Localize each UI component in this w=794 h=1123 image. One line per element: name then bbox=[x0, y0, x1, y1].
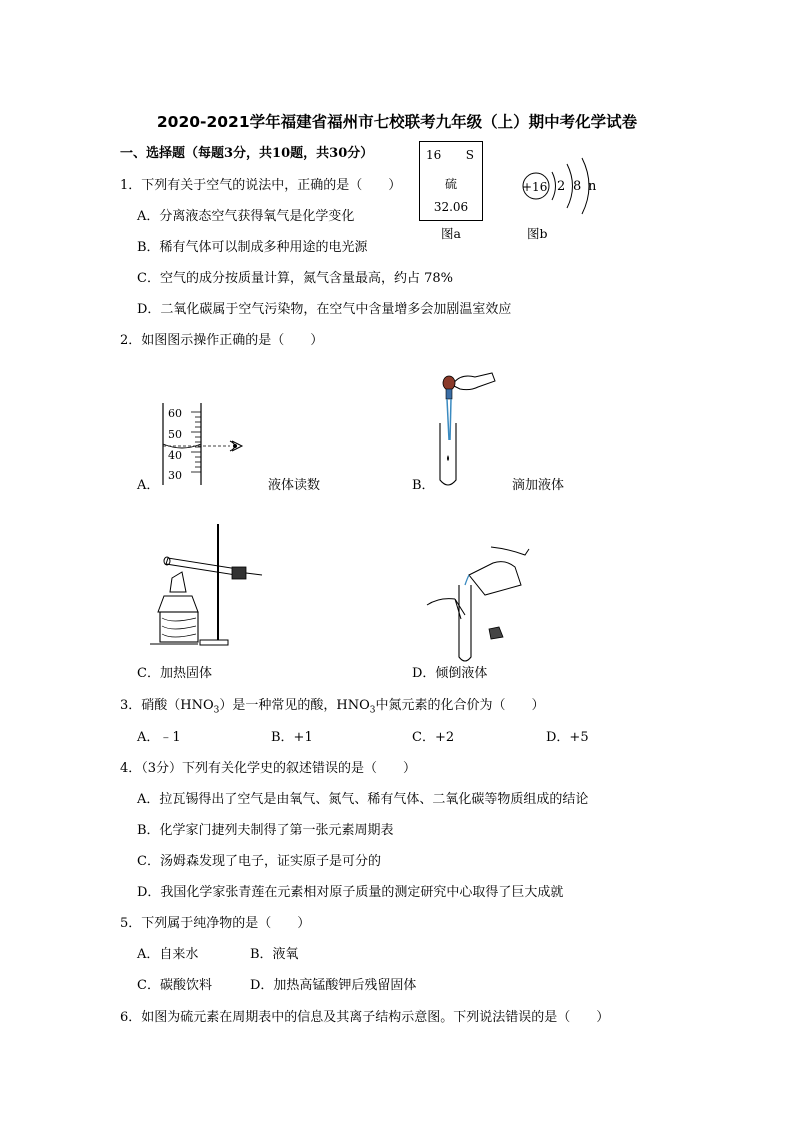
caption-figure-a: 图a bbox=[441, 226, 461, 241]
cylinder-tick-40: 40 bbox=[168, 449, 182, 462]
cylinder-tick-60: 60 bbox=[168, 407, 182, 420]
element-number: 16 bbox=[426, 148, 442, 162]
element-card bbox=[419, 141, 483, 221]
heating-solid-figure bbox=[150, 522, 270, 652]
page-title: 2020-2021学年福建省福州市七校联考九年级（上）期中考化学试卷 bbox=[156, 113, 638, 131]
question-3-option-a: A．﹣1 bbox=[137, 730, 181, 745]
question-1-option-a: A．分离液态空气获得氧气是化学变化 bbox=[137, 209, 355, 224]
cylinder-tick-50: 50 bbox=[168, 428, 182, 441]
question-3-option-d: D．+5 bbox=[546, 730, 589, 745]
question-1-stem: 1．下列有关于空气的说法中，正确的是（ ） bbox=[120, 178, 402, 193]
option-a-caption: 液体读数 bbox=[268, 478, 321, 493]
question-2-stem: 2．如图图示操作正确的是（ ） bbox=[120, 333, 324, 348]
question-3-stem bbox=[120, 698, 545, 719]
question-3-option-c: C．+2 bbox=[412, 730, 455, 745]
question-1-option-b: B．稀有气体可以制成多种用途的电光源 bbox=[137, 240, 368, 255]
q3-stem-part2: ）是一种常见的酸，HNO bbox=[219, 698, 370, 713]
ion-nucleus-charge: +16 bbox=[522, 180, 548, 194]
question-6-stem: 6．如图为硫元素在周期表中的信息及其离子结构示意图。下列说法错误的是（ ） bbox=[120, 1010, 610, 1025]
q3-stem-part3: 中氮元素的化合价为（ ） bbox=[375, 698, 545, 713]
dropper-figure bbox=[430, 365, 500, 495]
question-4-option-c: C．汤姆森发现了电子，证实原子是可分的 bbox=[137, 854, 381, 869]
option-a-letter: A． bbox=[137, 478, 160, 493]
question-5-stem: 5．下列属于纯净物的是（ ） bbox=[120, 916, 311, 931]
question-4-stem: 4．（3分）下列有关化学史的叙述错误的是（ ） bbox=[120, 761, 417, 776]
q3-stem-part1: 3．硝酸（HNO bbox=[120, 698, 214, 713]
option-d-label: D．倾倒液体 bbox=[412, 666, 488, 681]
cylinder-tick-30: 30 bbox=[168, 469, 182, 482]
q3-subscript-2: 3 bbox=[369, 705, 376, 716]
section-note: （每题3分，共10题，共30分） bbox=[185, 146, 374, 161]
section-title: 一、选择题 bbox=[120, 146, 186, 161]
ion-shell-3: n bbox=[588, 179, 597, 194]
section-heading bbox=[120, 146, 373, 162]
question-4-option-a: A．拉瓦锡得出了空气是由氧气、氮气、稀有气体、二氧化碳等物质组成的结论 bbox=[137, 792, 589, 807]
question-4-option-d: D．我国化学家张青莲在元素相对原子质量的测定研究中心取得了巨大成就 bbox=[137, 885, 564, 900]
option-b-letter: B． bbox=[412, 478, 435, 493]
question-3-option-b: B．+1 bbox=[271, 730, 313, 745]
pouring-liquid-figure bbox=[425, 545, 535, 655]
shell-arc-2 bbox=[567, 164, 573, 208]
option-c-label: C．加热固体 bbox=[137, 666, 212, 681]
shell-arc-1 bbox=[552, 172, 556, 200]
question-5-option-d: D．加热高锰酸钾后残留固体 bbox=[250, 978, 417, 993]
caption-figure-b: 图b bbox=[527, 226, 548, 241]
ion-shell-2: 8 bbox=[573, 179, 582, 194]
question-5-option-b: B．液氧 bbox=[250, 947, 299, 962]
element-name: 硫 bbox=[444, 177, 457, 191]
element-symbol: S bbox=[465, 148, 474, 162]
ion-shell-1: 2 bbox=[557, 179, 566, 194]
q3-subscript-1: 3 bbox=[213, 705, 220, 716]
question-4-option-b: B．化学家门捷列夫制得了第一张元素周期表 bbox=[137, 823, 394, 838]
question-5-option-c: C．碳酸饮料 bbox=[137, 978, 212, 993]
question-5-option-a: A．自来水 bbox=[137, 947, 199, 962]
element-mass: 32.06 bbox=[433, 200, 469, 214]
question-1-option-d: D．二氧化碳属于空气污染物，在空气中含量增多会加剧温室效应 bbox=[137, 302, 512, 317]
option-b-caption: 滴加液体 bbox=[512, 478, 565, 493]
question-1-option-c: C．空气的成分按质量计算，氮气含量最高，约占 78% bbox=[137, 271, 453, 286]
